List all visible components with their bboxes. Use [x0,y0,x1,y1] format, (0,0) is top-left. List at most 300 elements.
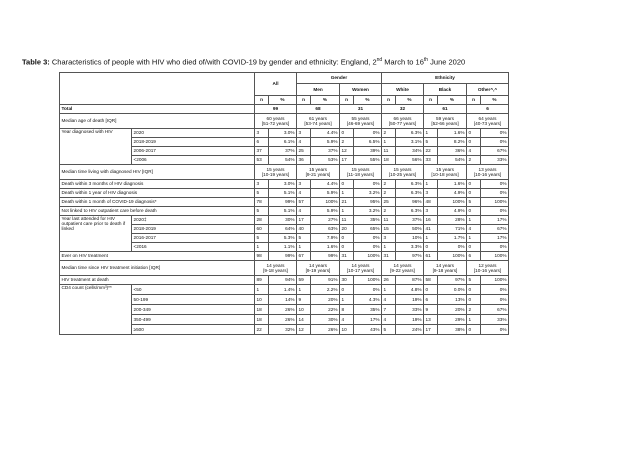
table-body [60,73,509,335]
percent-cell: 20% [311,295,340,305]
percent-cell: 1.6% [438,180,467,189]
header-n: n [424,96,438,105]
percent-cell: 30% [269,216,297,225]
percent-cell: 26% [269,305,297,315]
count-cell: 16 [424,216,438,225]
header-pct: % [396,96,424,105]
count-cell: 98 [255,252,269,261]
header-other: Other^,^ [467,84,509,96]
percent-cell: 33% [396,305,424,315]
count-cell: 0 [467,138,481,147]
total-label: Total [60,105,255,114]
count-cell: 3 [297,180,311,189]
percent-cell: 67% [481,305,509,315]
total-value: 32 [382,105,424,114]
percent-cell: 67% [481,147,509,156]
median-cell [382,261,424,276]
table-title [22,57,465,67]
count-cell: 11 [340,216,354,225]
median-cell [382,114,424,129]
percent-cell: 100% [311,198,340,207]
year-diagnosed-category: 2018-2019 [132,138,255,147]
death-row [60,189,509,198]
percent-cell: 7.9% [311,234,340,243]
percent-cell: 22% [311,305,340,315]
count-cell: 61 [424,252,438,261]
header-white: White [382,84,424,96]
cd4-category: <50 [132,285,255,295]
percent-cell: 10% [396,234,424,243]
percent-cell: 0% [481,207,509,216]
count-cell: 5 [255,234,269,243]
header-n: n [297,96,311,105]
header-women: Women [340,84,382,96]
percent-cell: 67% [481,225,509,234]
percent-cell: 100% [481,198,509,207]
median-iqr: [10-18 years] [431,172,459,177]
percent-cell: 100% [481,276,509,285]
count-cell: 4 [382,295,396,305]
percent-cell: 0% [354,129,382,138]
count-cell: 15 [382,225,396,234]
count-cell: 5 [255,189,269,198]
count-cell: 1 [255,285,269,295]
median-iqr: [53-74 years] [304,121,332,126]
year-diagnosed-category: 2006-2017 [132,147,255,156]
percent-cell: 4.9% [438,207,467,216]
median-value: 15 years [436,166,454,172]
header-pct: % [481,96,509,105]
percent-cell: 17% [354,315,382,325]
year-diagnosed-row [60,129,509,138]
count-cell: 17 [340,156,354,165]
percent-cell: 100% [438,252,467,261]
percent-cell: 8.2% [438,138,467,147]
count-cell: 1 [255,243,269,252]
percent-cell: 0% [354,234,382,243]
count-cell: 33 [424,156,438,165]
percent-cell: 2.2% [311,285,340,295]
percent-cell: 27% [311,216,340,225]
percent-cell: 19% [396,295,424,305]
percent-cell: 99% [311,252,340,261]
count-cell: 0 [340,234,354,243]
count-cell: 31 [340,252,354,261]
median-iqr: [52-66 years] [431,121,459,126]
count-cell: 5 [255,207,269,216]
median-value: 14 years [351,262,370,268]
percent-cell: 37% [269,147,297,156]
percent-cell: 17% [481,234,509,243]
median-cell [382,165,424,180]
percent-cell: 37% [396,216,424,225]
count-cell: 89 [255,276,269,285]
median-iqr: [46-69 years] [346,121,375,126]
percent-cell: 87% [396,276,424,285]
count-cell: 1 [340,207,354,216]
header-n: n [340,96,354,105]
percent-cell: 5.1% [269,207,297,216]
median-cell [255,114,297,129]
cd4-row [60,285,509,295]
percent-cell: 5.9% [311,138,340,147]
percent-cell: 33% [481,315,509,325]
total-value: 31 [340,105,382,114]
count-cell: 2 [382,180,396,189]
percent-cell: 35% [354,305,382,315]
percent-cell: 0% [481,180,509,189]
median-time-row [60,165,509,180]
median-value: 12 years [478,262,497,268]
title-sup-th: th [423,57,429,63]
count-cell: 1 [382,243,396,252]
count-cell: 12 [340,147,354,156]
count-cell: 0 [340,129,354,138]
count-cell: 4 [382,315,396,325]
count-cell: 40 [297,225,311,234]
percent-cell: 33% [481,156,509,165]
median-value: 14 years [266,262,285,268]
median-value: 61 years [309,115,327,121]
percent-cell: 6.1% [269,138,297,147]
count-cell: 9 [297,295,311,305]
count-cell: 18 [382,156,396,165]
count-cell: 7 [382,305,396,315]
count-cell: 1 [382,138,396,147]
percent-cell: 24% [396,325,424,335]
count-cell: 0 [424,285,438,295]
count-cell: 3 [255,129,269,138]
median-iqr: [11-18 years] [346,172,374,177]
count-cell: 5 [382,325,396,335]
count-cell: 4 [467,147,481,156]
median-iqr: [9-19 years] [305,268,331,273]
percent-cell: 0% [354,243,382,252]
count-cell: 58 [424,276,438,285]
count-cell: 9 [424,305,438,315]
count-cell: 59 [297,276,311,285]
year-last-attended-category: 2018-2019 [132,225,255,234]
treatment-death-row [60,276,509,285]
median-value: 59 years [436,115,454,121]
median-cell [340,261,382,276]
percent-cell: 19% [396,315,424,325]
count-cell: 1 [424,129,438,138]
death-row [60,207,509,216]
percent-cell: 99% [269,198,297,207]
count-cell: 3 [382,234,396,243]
median-value: 64 years [478,115,497,121]
median-iqr: [40-73 years] [473,121,502,126]
count-cell: 12 [297,325,311,335]
death-label: Not linked to HIV outpatient care before death [60,207,255,216]
percent-cell: 96% [396,198,424,207]
count-cell: 2 [382,129,396,138]
percent-cell: 36% [438,147,467,156]
header-pct: % [354,96,382,105]
median-iqr: [51-72 years] [261,121,290,126]
percent-cell: 38% [438,325,467,335]
percent-cell: 30% [311,315,340,325]
count-cell: 2 [340,138,354,147]
median-age-row [60,114,509,129]
header-n: n [255,96,269,105]
median-value: 66 years [393,115,412,121]
median-value: 14 years [393,262,412,268]
year-diagnosed-category: <2006 [132,156,255,165]
year-last-attended-category: <2016 [132,243,255,252]
median-treatment-row [60,261,509,276]
count-cell: 18 [255,305,269,315]
median-iqr: [10-16 years] [473,268,502,273]
median-age-label: Median age of death [IQR] [60,114,255,129]
median-cell [424,261,467,276]
count-cell: 0 [340,285,354,295]
count-cell: 2 [382,189,396,198]
count-cell: 57 [297,198,311,207]
percent-cell: 0% [481,325,509,335]
year-last-attended-category: 2016-2017 [132,234,255,243]
count-cell: 5 [424,138,438,147]
count-cell: 0 [424,243,438,252]
percent-cell: 100% [354,276,382,285]
header-all: All [255,73,297,96]
percent-cell: 100% [354,252,382,261]
percent-cell: 94% [269,276,297,285]
count-cell: 3 [255,180,269,189]
percent-cell: 0.0% [438,285,467,295]
count-cell: 6 [424,295,438,305]
percent-cell: 0% [481,295,509,305]
percent-cell: 5.9% [311,189,340,198]
median-cell [297,165,340,180]
percent-cell: 0% [354,285,382,295]
total-row [60,105,509,114]
count-cell: 31 [382,252,396,261]
count-cell: 2 [382,207,396,216]
percent-cell: 3.3% [396,243,424,252]
total-value: 61 [424,105,467,114]
median-value: 15 years [351,166,370,172]
count-cell: 1 [424,180,438,189]
median-iqr: [10-16 years] [473,172,502,177]
percent-cell: 5.1% [269,189,297,198]
percent-cell: 100% [481,252,509,261]
percent-cell: 0% [481,189,509,198]
cd4-category: 200-349 [132,305,255,315]
count-cell: 0 [467,180,481,189]
percent-cell: 95% [354,198,382,207]
median-value: 14 years [309,262,327,268]
header-n: n [467,96,481,105]
median-cell [255,261,297,276]
cd4-category: 350-499 [132,315,255,325]
median-cell [297,114,340,129]
count-cell: 1 [467,234,481,243]
count-cell: 3 [297,129,311,138]
count-cell: 53 [255,156,269,165]
count-cell: 1 [297,243,311,252]
median-cell [467,261,509,276]
percent-cell: 39% [354,147,382,156]
header-blank [60,73,255,105]
percent-cell: 3.2% [354,207,382,216]
header-row-groups [60,73,509,84]
percent-cell: 4.9% [438,189,467,198]
percent-cell: 64% [269,225,297,234]
median-iqr: [9-21 years] [305,172,331,177]
percent-cell: 4.4% [311,180,340,189]
count-cell: 25 [297,147,311,156]
count-cell: 4 [340,315,354,325]
percent-cell: 0% [481,285,509,295]
median-time-label: Median time living with diagnosed HIV [IQR] [60,165,255,180]
title-text-mid: March to 16 [382,57,424,67]
death-row [60,198,509,207]
total-value: 6 [467,105,509,114]
percent-cell: 17% [481,216,509,225]
count-cell: 0 [467,295,481,305]
title-text: Characteristics of people with HIV who died of/with COVID-19 by gender and ethnicity: England, 2 [49,57,377,67]
median-iqr: [9-18 years] [263,268,288,273]
count-cell: 26 [382,276,396,285]
percent-cell: 56% [396,156,424,165]
percent-cell: 20% [438,305,467,315]
count-cell: 37 [255,147,269,156]
header-pct: % [438,96,467,105]
ever-treatment-row [60,252,509,261]
median-iqr: [10-25 years] [388,172,417,177]
count-cell: 1 [297,285,311,295]
percent-cell: 1.6% [438,129,467,138]
percent-cell: 1.7% [438,234,467,243]
count-cell: 8 [340,305,354,315]
count-cell: 4 [297,138,311,147]
count-cell: 2 [467,156,481,165]
median-iqr: [9-18 years] [432,268,458,273]
percent-cell: 29% [438,315,467,325]
percent-cell: 54% [269,156,297,165]
count-cell: 11 [382,216,396,225]
header-black: Black [424,84,467,96]
header-ethnicity: Ethnicity [382,73,509,84]
cd4-category: 50-199 [132,295,255,305]
percent-cell: 6.3% [396,129,424,138]
percent-cell: 63% [311,225,340,234]
median-cell [467,114,509,129]
count-cell: 17 [297,216,311,225]
percent-cell: 26% [269,315,297,325]
median-value: 13 years [478,166,497,172]
percent-cell: 1.1% [269,243,297,252]
percent-cell: 6.3% [396,180,424,189]
percent-cell: 4.8% [396,285,424,295]
median-value: 15 years [393,166,412,172]
median-treatment-label: Median time since HIV treatment initiation [IQR] [60,261,255,276]
count-cell: 17 [424,325,438,335]
median-value: 55 years [351,115,370,121]
count-cell: 14 [297,315,311,325]
percent-cell: 3.0% [269,180,297,189]
percent-cell: 28% [438,216,467,225]
header-gender: Gender [297,73,382,84]
percent-cell: 3.0% [269,129,297,138]
count-cell: 1 [467,216,481,225]
percent-cell: 100% [438,198,467,207]
median-iqr: [50-77 years] [388,121,417,126]
percent-cell: 1.6% [311,243,340,252]
cd4-category: ≥500 [132,325,255,335]
percent-cell: 0% [481,129,509,138]
count-cell: 36 [297,156,311,165]
count-cell: 22 [255,325,269,335]
percent-cell: 14% [269,295,297,305]
cd4-label: CD4 count (cells/mm³)** [60,285,132,335]
count-cell: 5 [467,198,481,207]
median-value: 60 years [266,115,285,121]
title-sup-nd: nd [376,57,383,63]
median-cell [340,165,382,180]
year-last-attended-row [60,216,509,225]
count-cell: 1 [340,295,354,305]
death-label: Death within 1 year of HIV diagnosis [60,189,255,198]
percent-cell: 26% [311,325,340,335]
count-cell: 0 [340,243,354,252]
percent-cell: 0% [481,138,509,147]
median-value: 15 years [266,166,285,172]
count-cell: 0 [467,129,481,138]
death-label: Death within 3 months of HIV diagnosis [60,180,255,189]
percent-cell: 3.1% [396,138,424,147]
percent-cell: 97% [438,276,467,285]
percent-cell: 34% [396,147,424,156]
percent-cell: 53% [311,156,340,165]
count-cell: 0 [467,243,481,252]
percent-cell: 35% [354,216,382,225]
percent-cell: 13% [438,295,467,305]
percent-cell: 6.3% [396,189,424,198]
count-cell: 0 [467,189,481,198]
percent-cell: 43% [354,325,382,335]
header-men: Men [297,84,340,96]
total-value: 99 [255,105,297,114]
percent-cell: 97% [396,252,424,261]
median-cell [467,165,509,180]
percent-cell: 99% [269,252,297,261]
count-cell: 0 [467,207,481,216]
table-number: Table 3: [22,57,50,67]
percent-cell: 0% [354,180,382,189]
characteristics-table [59,72,509,335]
count-cell: 20 [340,225,354,234]
count-cell: 6 [467,252,481,261]
median-value: 14 years [436,262,454,268]
count-cell: 67 [297,252,311,261]
percent-cell: 55% [354,156,382,165]
count-cell: 4 [297,189,311,198]
percent-cell: 65% [354,225,382,234]
percent-cell: 37% [311,147,340,156]
percent-cell: 5.9% [311,207,340,216]
count-cell: 1 [382,285,396,295]
count-cell: 22 [424,147,438,156]
percent-cell: 50% [396,225,424,234]
percent-cell: 71% [438,225,467,234]
title-text-end: June 2020 [428,57,466,67]
percent-cell: 1.4% [269,285,297,295]
count-cell: 1 [467,315,481,325]
count-cell: 0 [340,180,354,189]
